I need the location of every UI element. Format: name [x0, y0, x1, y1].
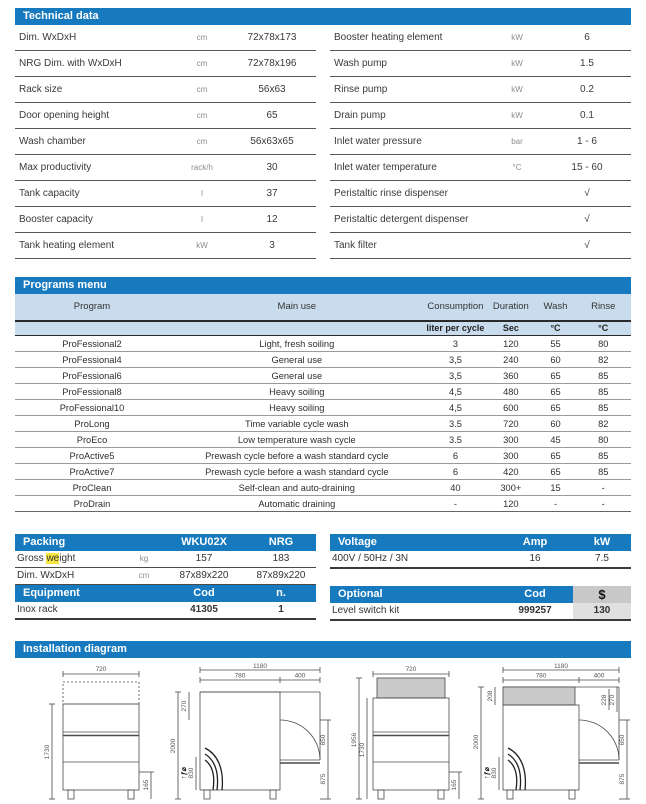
spec-label: Inlet water temperature	[334, 162, 437, 173]
dim-label-total-height: 1956	[351, 732, 358, 748]
spec-label: Drain pump	[334, 110, 386, 121]
spec-row	[15, 207, 316, 233]
highlighted-text: we	[46, 553, 60, 564]
dim-label-top: 270	[609, 694, 616, 706]
optional-row	[330, 603, 631, 621]
spec-label: Rinse pump	[334, 84, 388, 95]
program-consumption: -	[425, 496, 487, 512]
program-duration: 300	[486, 432, 535, 448]
spec-value: √	[584, 188, 590, 199]
label-text: ight	[59, 553, 76, 564]
spec-row	[330, 77, 631, 103]
installation-section	[15, 641, 631, 804]
section-title: Programs menu	[23, 279, 107, 291]
program-consumption: 6	[425, 464, 487, 480]
program-rinse-temp: 85	[576, 464, 631, 480]
program-row	[15, 480, 631, 496]
program-name: ProActive5	[15, 448, 169, 464]
dim-label-drain: 830	[188, 767, 195, 779]
spec-unit: °C	[512, 163, 522, 172]
section-title: Installation diagram	[23, 643, 127, 655]
packing-unit: kg	[139, 554, 149, 563]
spacer	[126, 602, 162, 618]
program-row	[15, 432, 631, 448]
dim-label-door: 400	[593, 672, 605, 680]
optional-cod: 999257	[518, 605, 552, 616]
spec-row	[330, 233, 631, 259]
spec-label: Wash chamber	[19, 136, 86, 147]
packing-col-wku02x: WKU02X	[181, 536, 227, 548]
dim-label-total: 1180	[554, 663, 568, 670]
program-main-use: General use	[169, 352, 425, 368]
voltage-col-amp: Amp	[522, 536, 548, 548]
side-view-nrg	[473, 663, 630, 799]
spec-row	[330, 103, 631, 129]
dim-label-body: 780	[535, 672, 547, 680]
voltage-row	[330, 551, 631, 569]
program-wash-temp: 65	[535, 448, 575, 464]
voltage-amp: 16	[529, 553, 541, 564]
program-row	[15, 464, 631, 480]
programs-menu-header	[15, 277, 631, 294]
dim-label-width: 720	[405, 666, 417, 673]
spec-row	[330, 181, 631, 207]
spec-value: 0.2	[580, 84, 594, 95]
dim-label-base: 165	[143, 779, 150, 791]
spec-row	[15, 77, 316, 103]
label-text: Gross	[17, 553, 47, 564]
spec-row	[330, 155, 631, 181]
packing-label: Dim. WxDxH	[17, 570, 75, 581]
spec-unit: cm	[196, 137, 208, 146]
spec-value: √	[584, 214, 590, 225]
program-wash-temp: 65	[535, 400, 575, 416]
program-wash-temp: 60	[535, 352, 575, 368]
program-name: ProFessional10	[15, 400, 169, 416]
program-consumption: 6	[425, 448, 487, 464]
program-main-use: Self-clean and auto-draining	[169, 480, 425, 496]
program-name: ProFessional2	[15, 336, 169, 352]
spec-value: 37	[266, 188, 278, 199]
technical-data-header	[15, 8, 631, 25]
program-duration: 600	[486, 400, 535, 416]
dim-label-door: 400	[294, 672, 306, 680]
spec-label: Booster heating element	[334, 32, 443, 43]
program-name: ProFessional6	[15, 368, 169, 384]
program-duration: 300+	[486, 480, 535, 496]
col-header-duration: Duration	[492, 301, 529, 312]
spec-unit: kW	[511, 85, 523, 94]
program-rinse-temp: 82	[576, 352, 631, 368]
spec-row	[330, 51, 631, 77]
dim-label-drain: 830	[491, 767, 498, 779]
equipment-row	[15, 602, 316, 620]
dim-label-height: 2000	[170, 738, 177, 754]
program-duration: 480	[486, 384, 535, 400]
program-consumption: 3,5	[425, 352, 487, 368]
spec-row	[15, 233, 316, 259]
programs-rows	[15, 336, 631, 512]
program-rinse-temp: -	[576, 480, 631, 496]
spec-value: 72x78x196	[247, 58, 297, 69]
spec-unit: kW	[511, 33, 523, 42]
dim-label-height: 1730	[359, 742, 366, 758]
spec-unit: bar	[511, 137, 523, 146]
program-duration: 720	[486, 416, 535, 432]
program-row	[15, 384, 631, 400]
installation-drawing	[15, 662, 631, 804]
program-name: ProEco	[15, 432, 169, 448]
spec-value: 15 - 60	[571, 162, 603, 173]
spec-row	[15, 25, 316, 51]
program-main-use: Time variable cycle wash	[169, 416, 425, 432]
spec-label: Tank filter	[334, 240, 377, 251]
program-consumption: 3	[425, 336, 487, 352]
packing-header	[15, 534, 316, 551]
packing-label	[15, 551, 126, 567]
program-rinse-temp: 85	[576, 448, 631, 464]
program-main-use: Light, fresh soiling	[169, 336, 425, 352]
program-consumption: 4,5	[425, 400, 487, 416]
packing-value-wku02x: 157	[195, 553, 213, 564]
program-wash-temp: 60	[535, 416, 575, 432]
spec-row	[15, 51, 316, 77]
front-view-nrg	[351, 666, 462, 799]
program-consumption: 40	[425, 480, 487, 496]
packing-row-gross-weight	[15, 551, 316, 568]
program-wash-temp: 65	[535, 368, 575, 384]
spec-label: NRG Dim. with WxDxH	[19, 58, 122, 69]
program-row	[15, 448, 631, 464]
unit-consumption: liter per cycle	[426, 323, 485, 333]
program-main-use: Heavy soiling	[169, 400, 425, 416]
spec-unit: l	[201, 189, 203, 198]
optional-col-price: $	[573, 586, 631, 603]
program-name: ProLong	[15, 416, 169, 432]
spec-row	[330, 129, 631, 155]
side-view-standard	[170, 663, 331, 799]
spec-value: 56x63x65	[250, 136, 294, 147]
col-header-wash: Wash	[543, 301, 568, 312]
spec-value: 30	[266, 162, 278, 173]
program-wash-temp: 55	[535, 336, 575, 352]
spec-value: 0.1	[580, 110, 594, 121]
packing-value-wku02x: 87x89x220	[179, 570, 229, 581]
programs-unit-headers	[15, 320, 631, 336]
spec-label: Door opening height	[19, 110, 110, 121]
program-row	[15, 496, 631, 512]
spacer	[126, 585, 162, 602]
technical-data-table	[15, 25, 631, 259]
packing-row-dim	[15, 568, 316, 585]
packing-equipment-column	[15, 534, 316, 620]
equipment-col-n: n.	[276, 587, 286, 599]
program-row	[15, 416, 631, 432]
dim-label-opening: 650	[320, 734, 327, 746]
spec-value: 72x78x173	[247, 32, 297, 43]
section-title: Equipment	[23, 587, 80, 599]
spec-value: 12	[266, 214, 278, 225]
program-consumption: 4,5	[425, 384, 487, 400]
spec-row	[15, 181, 316, 207]
program-wash-temp: 65	[535, 464, 575, 480]
drain-symbol-icon: ↑ƒ⌀	[484, 767, 491, 779]
program-rinse-temp: 80	[576, 336, 631, 352]
program-main-use: Low temperature wash cycle	[169, 432, 425, 448]
dim-label-work: 875	[619, 773, 626, 785]
program-rinse-temp: 85	[576, 384, 631, 400]
spec-unit: l	[201, 215, 203, 224]
front-view-standard	[44, 666, 154, 799]
dim-label-body: 780	[234, 672, 246, 680]
technical-data-left-column	[15, 25, 316, 259]
voltage-kw: 7.5	[595, 553, 609, 564]
spec-row	[15, 129, 316, 155]
equipment-header	[15, 585, 316, 602]
unit-rinse: °C	[598, 323, 609, 333]
spec-label: Booster capacity	[19, 214, 93, 225]
program-wash-temp: 15	[535, 480, 575, 496]
program-row	[15, 368, 631, 384]
col-header-program: Program	[73, 301, 111, 312]
program-rinse-temp: 82	[576, 416, 631, 432]
program-row	[15, 336, 631, 352]
dim-label-height: 2000	[473, 734, 480, 750]
dim-label-hood: 208	[487, 690, 494, 702]
dim-label-base: 165	[451, 779, 458, 791]
program-rinse-temp: 85	[576, 400, 631, 416]
voltage-col-kw: kW	[593, 536, 611, 548]
program-consumption: 3.5	[425, 432, 487, 448]
optional-price: 130	[573, 603, 631, 619]
program-name: ProFessional8	[15, 384, 169, 400]
spec-label: Rack size	[19, 84, 63, 95]
spec-unit: kW	[511, 59, 523, 68]
dim-label-width: 720	[95, 666, 107, 673]
optional-col-cod: Cod	[524, 588, 546, 600]
spec-label: Max productivity	[19, 162, 92, 173]
spec-value: 6	[584, 32, 590, 43]
program-name: ProClean	[15, 480, 169, 496]
program-duration: 300	[486, 448, 535, 464]
program-main-use: Automatic draining	[169, 496, 425, 512]
spec-unit: cm	[196, 111, 208, 120]
program-duration: 360	[486, 368, 535, 384]
spec-label: Wash pump	[334, 58, 387, 69]
spec-row	[15, 103, 316, 129]
program-consumption: 3,5	[425, 368, 487, 384]
packing-unit: cm	[138, 571, 150, 580]
spec-unit: cm	[196, 85, 208, 94]
program-wash-temp: -	[535, 496, 575, 512]
installation-header	[15, 641, 631, 658]
programs-menu-section	[15, 277, 631, 512]
drain-symbol-icon: ↑ƒ⌀	[181, 767, 188, 779]
program-name: ProFessional4	[15, 352, 169, 368]
program-duration: 420	[486, 464, 535, 480]
unit-duration: Sec	[502, 323, 519, 333]
program-duration: 120	[486, 336, 535, 352]
program-wash-temp: 65	[535, 384, 575, 400]
section-title: Packing	[23, 536, 66, 548]
equipment-cod: 41305	[190, 604, 218, 615]
dim-label-total: 1180	[253, 663, 267, 670]
spec-value: 1 - 6	[576, 136, 597, 147]
program-name: ProActive7	[15, 464, 169, 480]
col-header-consumption: Consumption	[427, 301, 484, 312]
equipment-col-cod: Cod	[193, 587, 215, 599]
unit-blank	[15, 322, 169, 335]
spec-label: Tank capacity	[19, 188, 80, 199]
unit-wash: °C	[550, 323, 561, 333]
packing-col-nrg: NRG	[268, 536, 294, 548]
spec-value: √	[584, 240, 590, 251]
dim-label-opening: 650	[619, 734, 626, 746]
program-row	[15, 400, 631, 416]
voltage-label: 400V / 50Hz / 3N	[332, 553, 409, 564]
equipment-label: Inox rack	[17, 604, 58, 615]
col-header-rinse: Rinse	[591, 301, 616, 312]
spec-row	[330, 207, 631, 233]
section-title: Technical data	[23, 10, 99, 22]
program-main-use: Prewash cycle before a wash standard cycle	[169, 464, 425, 480]
program-row	[15, 352, 631, 368]
packing-value-nrg: 87x89x220	[256, 570, 306, 581]
mid-tables	[15, 534, 631, 621]
technical-data-section	[15, 8, 631, 259]
spec-unit: rack/h	[191, 163, 213, 172]
spec-label: Inlet water pressure	[334, 136, 422, 147]
optional-header	[330, 586, 631, 603]
dim-label-top: 270	[181, 700, 188, 712]
equipment-qty: 1	[278, 604, 284, 615]
program-rinse-temp: 80	[576, 432, 631, 448]
program-main-use: General use	[169, 368, 425, 384]
spacer	[126, 534, 162, 551]
spec-label: Dim. WxDxH	[19, 32, 77, 43]
voltage-optional-column	[330, 534, 631, 621]
col-header-main-use: Main use	[277, 301, 317, 312]
program-duration: 240	[486, 352, 535, 368]
spec-label: Tank heating element	[19, 240, 115, 251]
dim-label-duct: 228	[601, 694, 608, 706]
spec-label: Peristaltic rinse dispenser	[334, 188, 448, 199]
program-rinse-temp: -	[576, 496, 631, 512]
spec-row	[330, 25, 631, 51]
optional-label: Level switch kit	[332, 605, 400, 616]
program-wash-temp: 45	[535, 432, 575, 448]
packing-value-nrg: 183	[272, 553, 290, 564]
program-name: ProDrain	[15, 496, 169, 512]
optional-table	[330, 586, 631, 621]
spec-value: 1.5	[580, 58, 594, 69]
program-main-use: Heavy soiling	[169, 384, 425, 400]
program-rinse-temp: 85	[576, 368, 631, 384]
spec-value: 3	[269, 240, 275, 251]
section-title: Optional	[338, 588, 383, 600]
spec-value: 65	[266, 110, 278, 121]
spec-unit: cm	[196, 59, 208, 68]
programs-column-headers	[15, 294, 631, 320]
section-title: Voltage	[338, 536, 377, 548]
program-consumption: 3.5	[425, 416, 487, 432]
voltage-header	[330, 534, 631, 551]
spec-row	[15, 155, 316, 181]
dim-label-work: 875	[320, 773, 327, 785]
unit-blank	[169, 322, 425, 335]
spec-value: 56x63	[258, 84, 286, 95]
spec-unit: cm	[196, 33, 208, 42]
technical-data-right-column	[330, 25, 631, 259]
dim-label-height: 1730	[44, 744, 51, 760]
spec-unit: kW	[196, 241, 208, 250]
program-duration: 120	[486, 496, 535, 512]
program-main-use: Prewash cycle before a wash standard cycle	[169, 448, 425, 464]
spec-label: Peristaltic detergent dispenser	[334, 214, 469, 225]
spec-unit: kW	[511, 111, 523, 120]
